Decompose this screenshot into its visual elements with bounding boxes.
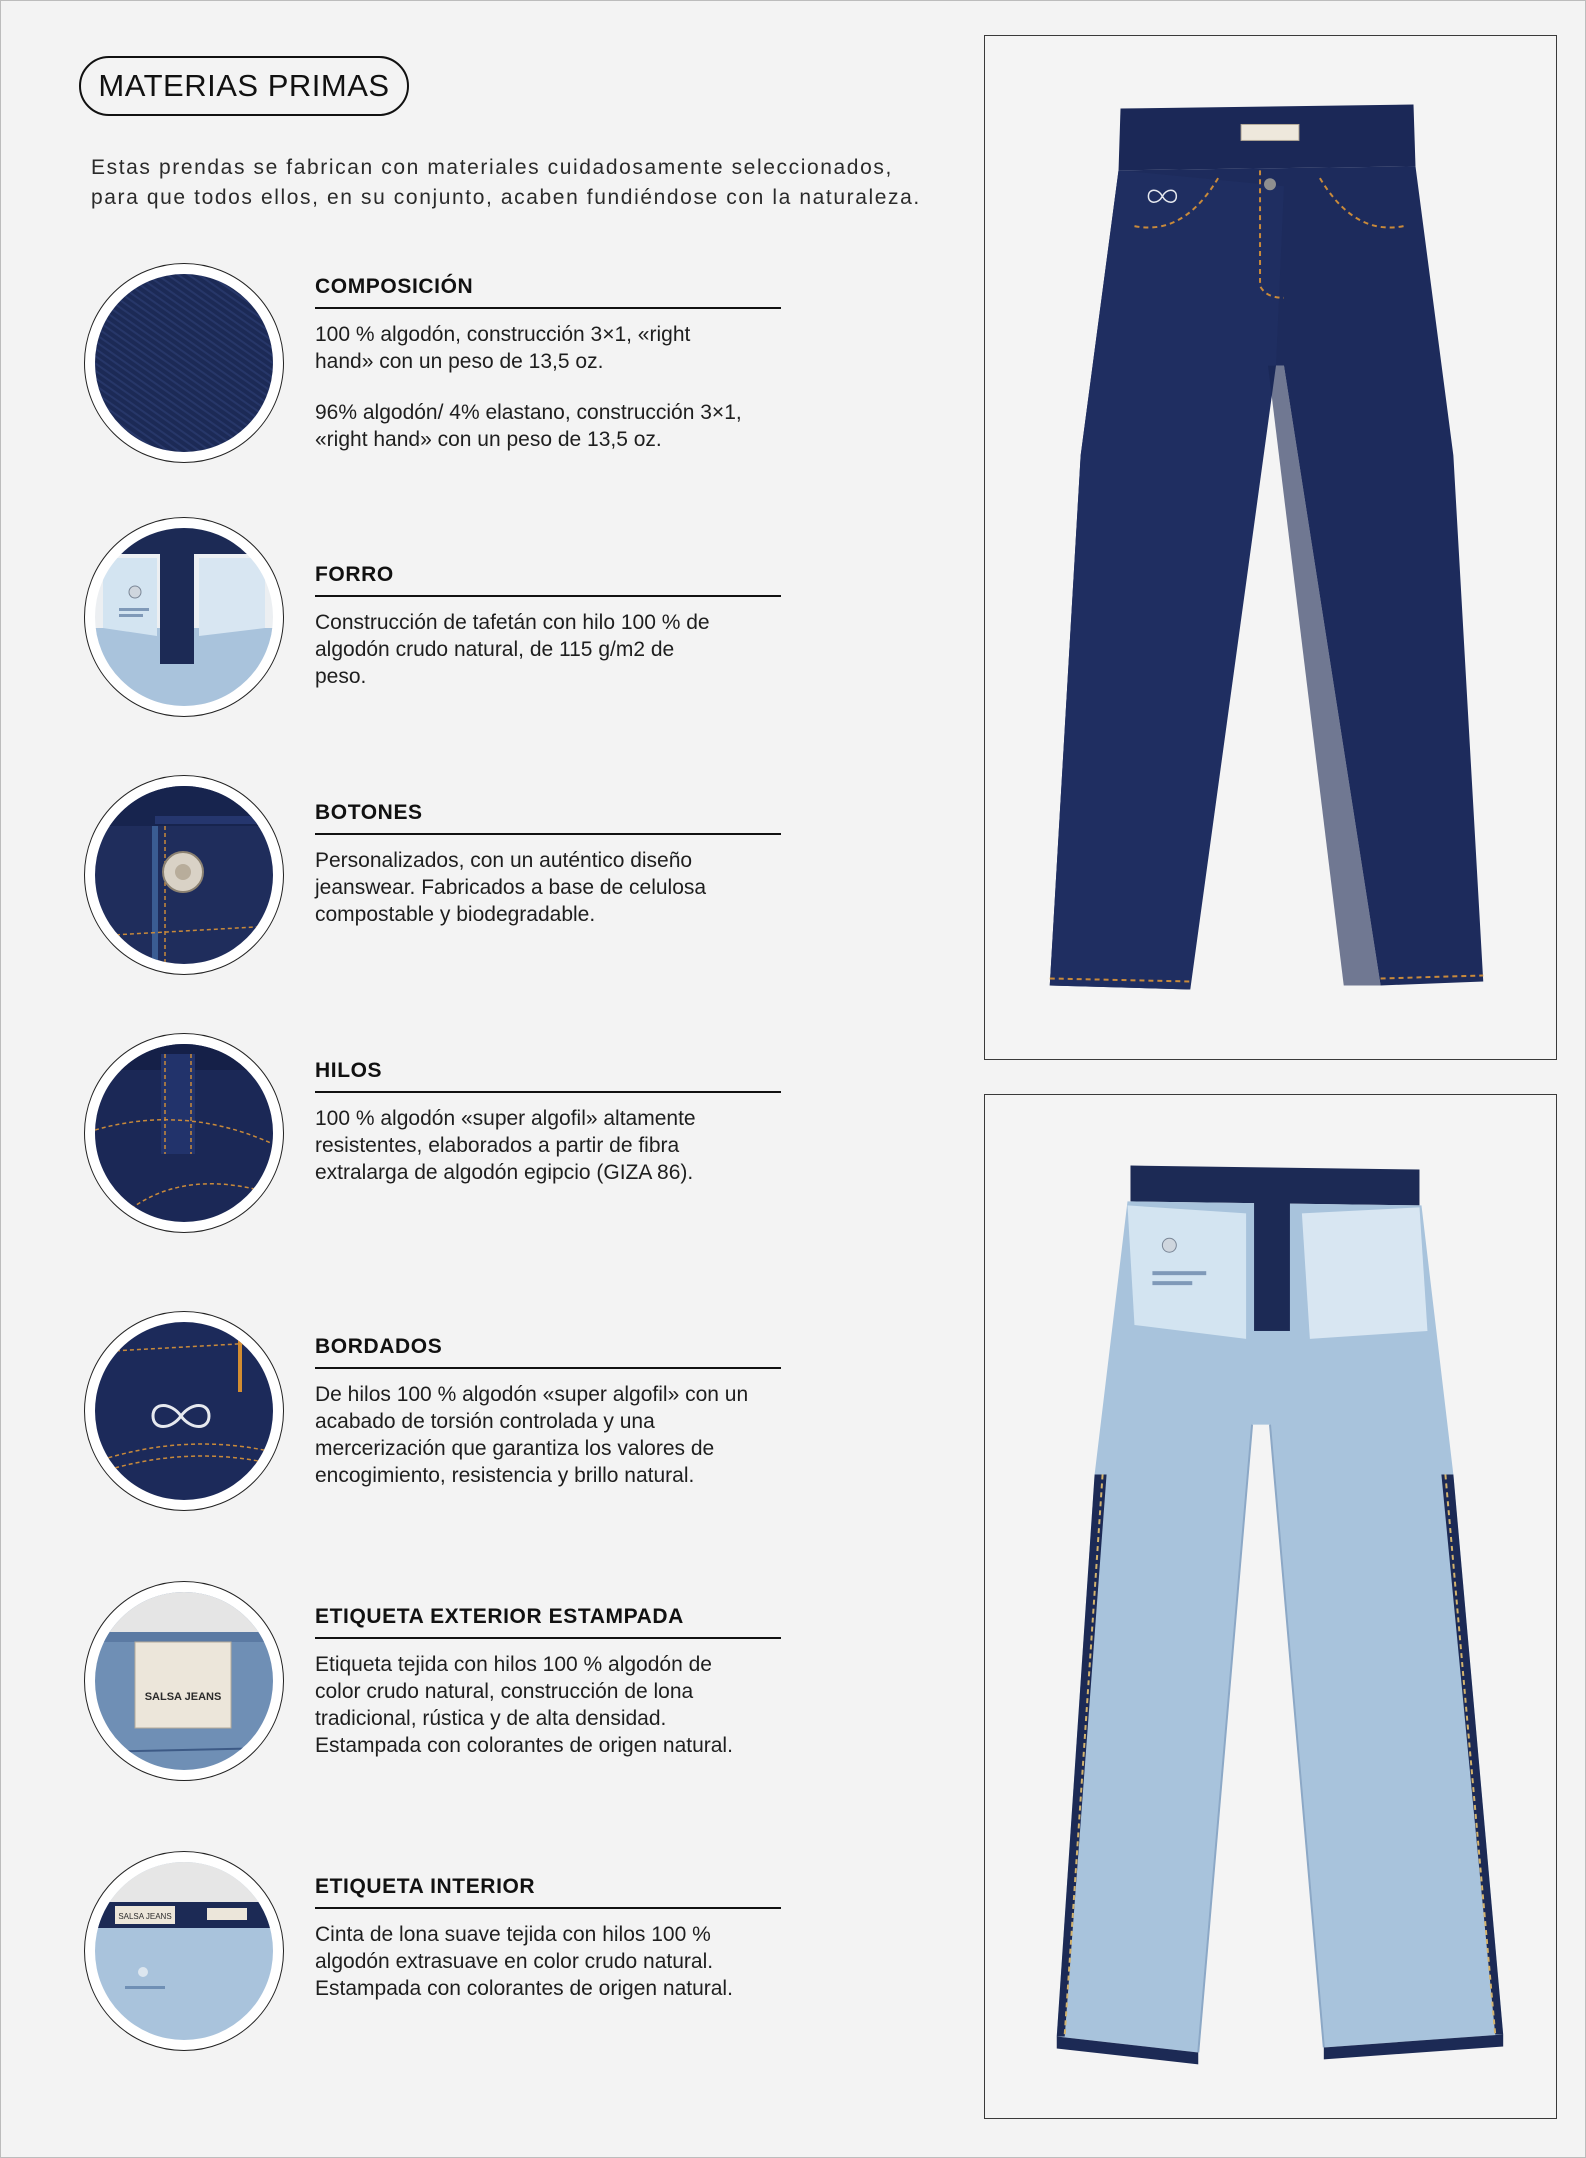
item-description [315, 1105, 815, 1210]
desc-line: color crudo natural, construcción de lona [315, 1680, 694, 1703]
item-title: BOTONES [315, 801, 781, 835]
desc-line: peso. [315, 665, 367, 688]
desc-line: De hilos 100 % algodón «super algofil» con un [315, 1383, 749, 1406]
desc-line: Construcción de tafetán con hilo 100 % de [315, 611, 710, 634]
inner-label-thumbnail [84, 1851, 284, 2051]
desc-line: Etiqueta tejida con hilos 100 % algodón de [315, 1653, 712, 1676]
fabric-texture-thumbnail [84, 263, 284, 463]
desc-line: jeanswear. Fabricados a base de celulosa [315, 876, 707, 899]
item-description [315, 1651, 815, 1783]
section-title: MATERIAS PRIMAS [98, 68, 390, 103]
item-title: FORRO [315, 563, 781, 597]
desc-line: algodón extrasuave en color crudo natural. [315, 1950, 714, 1973]
desc-line: 96% algodón/ 4% elastano, construcción 3×1, [315, 401, 742, 424]
desc-line: Estampada con colorantes de origen natural. [315, 1734, 733, 1757]
waist-label [1241, 124, 1299, 140]
inner-label-text: SALSA JEANS [118, 1912, 172, 1921]
desc-line: 100 % algodón «super algofil» altamente [315, 1107, 696, 1130]
desc-line: «right hand» con un peso de 13,5 oz. [315, 428, 662, 451]
desc-line: mercerización que garantiza los valores de [315, 1437, 715, 1460]
desc-line: algodón crudo natural, de 115 g/m2 de [315, 638, 675, 661]
desc-line: Personalizados, con un auténtico diseño [315, 849, 693, 872]
item-title: HILOS [315, 1059, 781, 1093]
item-title: BORDADOS [315, 1335, 781, 1369]
intro-line: Estas prendas se fabrican con materiales cuidadosamente seleccionados, [91, 156, 893, 179]
desc-line: Estampada con colorantes de origen natural. [315, 1977, 733, 2000]
desc-line: encogimiento, resistencia y brillo natural. [315, 1464, 695, 1487]
desc-line: compostable y biodegradable. [315, 903, 596, 926]
button-thumbnail [84, 775, 284, 975]
item-description [315, 609, 815, 714]
item-description [315, 1921, 815, 2026]
desc-line: extralarga de algodón egipcio (GIZA 86). [315, 1161, 694, 1184]
item-title: ETIQUETA EXTERIOR ESTAMPADA [315, 1605, 781, 1639]
thread-thumbnail [84, 1033, 284, 1233]
lining-thumbnail [84, 517, 284, 717]
desc-line: Cinta de lona suave tejida con hilos 100 % [315, 1923, 711, 1946]
desc-line: tradicional, rústica y de alta densidad. [315, 1707, 667, 1730]
intro-text [91, 153, 971, 213]
jeans-inside-out-photo [984, 1094, 1557, 2119]
patch-label-text: SALSA JEANS [144, 1691, 222, 1703]
desc-line: 100 % algodón, construcción 3×1, «right [315, 323, 691, 346]
item-description [315, 847, 815, 952]
embroidery-thumbnail [84, 1311, 284, 1511]
item-description [315, 1381, 815, 1513]
section-title-pill [79, 56, 409, 116]
desc-line: resistentes, elaborados a partir de fibra [315, 1134, 680, 1157]
item-title: COMPOSICIÓN [315, 275, 781, 309]
desc-line: acabado de torsión controlada y una [315, 1410, 655, 1433]
item-description [315, 321, 815, 477]
intro-line: para que todos ellos, en su conjunto, acaben fundiéndose con la naturaleza. [91, 186, 921, 209]
item-title: ETIQUETA INTERIOR [315, 1875, 781, 1909]
jeans-front-photo [984, 35, 1557, 1060]
desc-line: hand» con un peso de 13,5 oz. [315, 350, 604, 373]
outer-label-thumbnail [84, 1581, 284, 1781]
